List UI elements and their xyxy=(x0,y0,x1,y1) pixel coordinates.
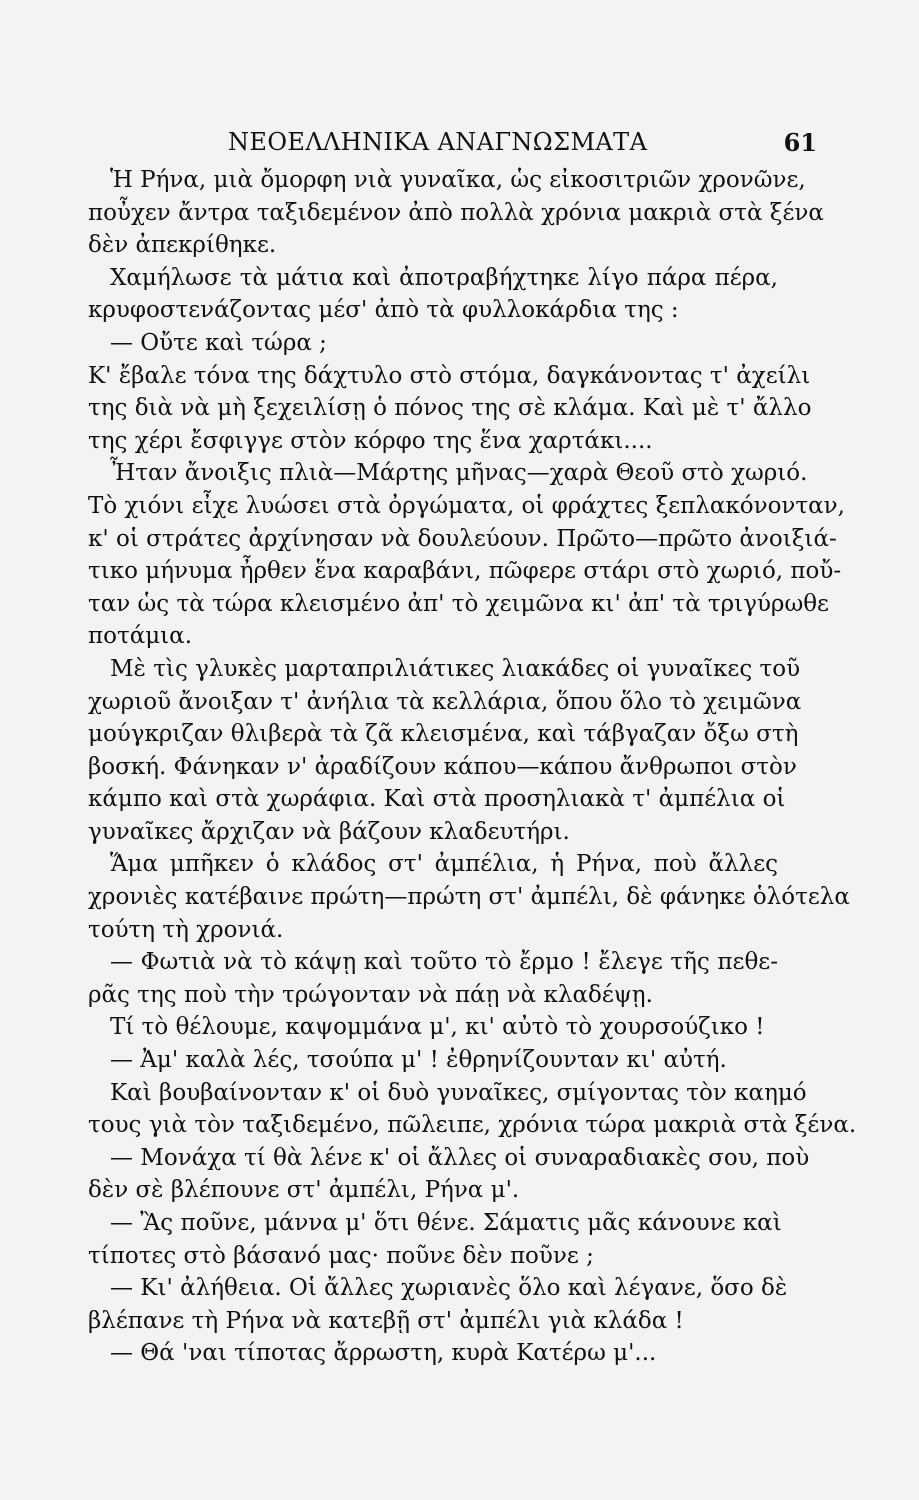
text-line: Ἅμα μπῆκεν ὁ κλάδος στ' ἀμπέλια, ἡ Ρήνα, ποὺ ἄλλες xyxy=(110,851,778,878)
page-number: 61 xyxy=(783,128,817,157)
text-line: γυναῖκες ἄρχιζαν νὰ βάζουν κλαδευτήρι. xyxy=(88,818,570,845)
text-line: ποὖχεν ἄντρα ταξιδεμένον ἀπὸ πολλὰ χρόνια μακριὰ στὰ ξένα xyxy=(88,199,824,226)
text-line: της διὰ νὰ μὴ ξεχειλίσῃ ὁ πόνος της σὲ κλάμα. Καὶ μὲ τ' ἄλλο xyxy=(88,395,812,422)
text-line: βοσκή. Φάνηκαν ν' ἀραδίζουν κάπου—κάπου ἄνθρωποι στὸν xyxy=(88,753,797,780)
text-line: Ἡ Ρήνα, μιὰ ὄμορφη νιὰ γυναῖκα, ὡς εἰκοσιτριῶν χρονῶνε, xyxy=(110,167,806,193)
text-line: ρᾶς της ποὺ τὴν τρώγονταν νὰ πάῃ νὰ κλαδέψῃ. xyxy=(88,981,653,1008)
text-line: Τὸ χιόνι εἶχε λυώσει στὰ ὀργώματα, οἱ φράχτες ξεπλακόνονταν, xyxy=(88,492,845,519)
text-line: χρονιὲς κατέβαινε πρώτη—πρώτη στ' ἀμπέλι, δὲ φάνηκε ὁλότελα xyxy=(88,884,850,911)
text-line: δὲν σὲ βλέπουνε στ' ἀμπέλι, Ρήνα μ'. xyxy=(88,1177,520,1204)
text-line: — Θά 'ναι τίποτας ἄρρωστη, κυρὰ Κατέρω μ'... xyxy=(110,1340,657,1367)
text-line: — Μονάχα τί θὰ λένε κ' οἱ ἄλλες οἱ συναραδιακὲς σου, ποὺ xyxy=(110,1144,810,1171)
text-line: Χαμήλωσε τὰ μάτια καὶ ἀποτραβήχτηκε λίγο πάρα πέρα, xyxy=(110,264,778,291)
text-line: ταν ὡς τὰ τώρα κλεισμένο ἀπ' τὸ χειμῶνα κι' ἀπ' τὰ τριγύρωθε xyxy=(88,590,829,617)
text-line: βλέπανε τὴ Ρήνα νὰ κατεβῇ στ' ἀμπέλι γιὰ κλάδα ! xyxy=(88,1307,684,1334)
body-text xyxy=(88,164,857,1370)
text-line: Καὶ βουβαίνονταν κ' οἱ δυὸ γυναῖκες, σμίγοντας τὸν καημό xyxy=(110,1079,807,1106)
text-line: — Φωτιὰ νὰ τὸ κάψῃ καὶ τοῦτο τὸ ἔρμο ! ἔλεγε τῆς πεθε- xyxy=(110,949,778,976)
text-line: Τί τὸ θέλουμε, καψομμάνα μ', κι' αὐτὸ τὸ χουρσούζικο ! xyxy=(110,1014,765,1041)
text-line: τους γιὰ τὸν ταξιδεμένο, πῶλειπε, χρόνια τώρα μακριὰ στὰ ξένα. xyxy=(88,1112,857,1139)
text-line: κρυφοστενάζοντας μέσ' ἀπὸ τὰ φυλλοκάρδια της : xyxy=(88,297,679,324)
text-line: ποτάμια. xyxy=(88,623,193,650)
text-line: τούτη τὴ χρονιά. xyxy=(88,916,284,943)
text-line: Ἦταν ἄνοιξις πλιὰ—Μάρτης μῆνας—χαρὰ Θεοῦ στὸ χωριό. xyxy=(110,460,808,487)
running-title: ΝΕΟΕΛΛΗΝΙΚΑ ΑΝΑΓΝΩΣΜΑΤΑ xyxy=(228,128,648,156)
text-line: δὲν ἀπεκρίθηκε. xyxy=(88,232,277,259)
text-line: κάμπο καὶ στὰ χωράφια. Καὶ στὰ προσηλιακὰ τ' ἀμπέλια οἱ xyxy=(88,786,786,813)
text-line: τίποτες στὸ βάσανό μας· ποῦνε δὲν ποῦνε ; xyxy=(88,1242,594,1269)
text-line: τικο μήνυμα ἦρθεν ἕνα καραβάνι, πῶφερε στάρι στὸ χωριό, ποὔ- xyxy=(88,558,842,585)
text-line: — Οὔτε καὶ τώρα ; xyxy=(110,329,327,356)
text-line: — Ἂς ποῦνε, μάννα μ' ὅτι θένε. Σάματις μᾶς κάνουνε καὶ xyxy=(110,1210,782,1236)
text-line: μούγκριζαν θλιβερὰ τὰ ζᾶ κλεισμένα, καὶ τάβγαζαν ὄξω στὴ xyxy=(88,721,799,748)
text-line: χωριοῦ ἄνοιξαν τ' ἀνήλια τὰ κελλάρια, ὅπου ὅλο τὸ χειμῶνα xyxy=(88,688,802,715)
text-line: — Ἀμ' καλὰ λές, τσούπα μ' ! ἐθρηνίζουνταν κι' αὐτή. xyxy=(110,1047,727,1074)
text-line: κ' οἱ στράτες ἀρχίνησαν νὰ δουλεύουν. Πρῶτο—πρῶτο ἀνοιξιά- xyxy=(88,525,837,552)
text-line: Κ' ἔβαλε τόνα της δάχτυλο στὸ στόμα, δαγκάνοντας τ' ἀχείλι xyxy=(88,362,811,389)
text-line: — Κι' ἀλήθεια. Οἱ ἄλλες χωριανὲς ὅλο καὶ λέγανε, ὅσο δὲ xyxy=(110,1275,788,1302)
running-head xyxy=(0,128,919,162)
text-line: Μὲ τὶς γλυκὲς μαρταπριλιάτικες λιακάδες οἱ γυναῖκες τοῦ xyxy=(110,655,801,682)
text-line: της χέρι ἔσφιγγε στὸν κόρφο της ἕνα χαρτάκι.... xyxy=(88,427,653,454)
